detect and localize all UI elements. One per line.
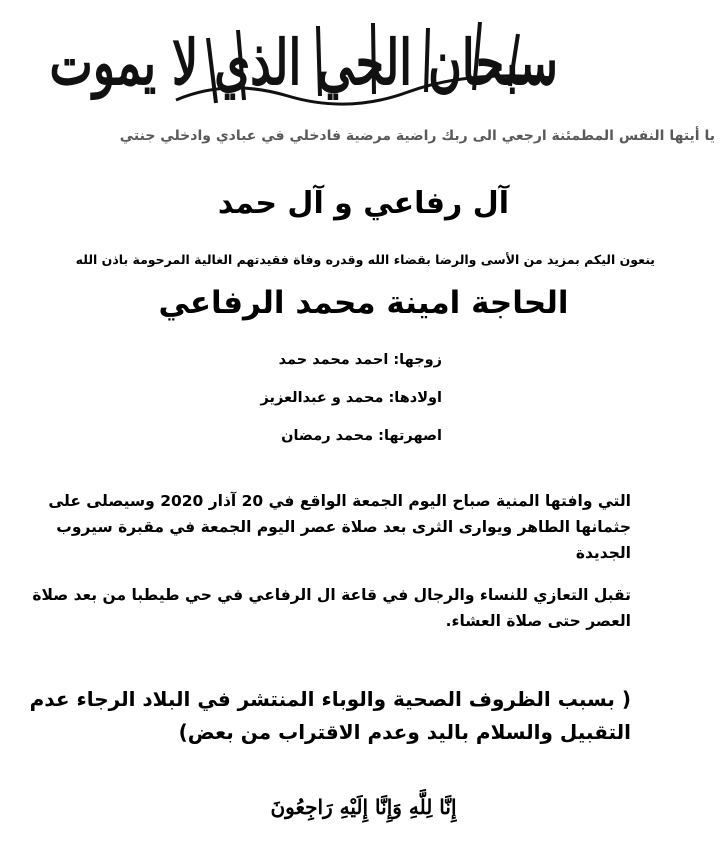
quran-verse: يا أيتها النفس المطمئنة ارجعي الى ربك راضية مرضية فادخلي في عبادي وادخلي جنتي	[119, 128, 715, 144]
relative-husband: زوجها: احمد محمد حمد	[278, 352, 442, 368]
death-details-paragraph: التي وافتها المنية صباح اليوم الجمعة الواقع في 20 آذار 2020 وسيصلى على جثمانها الطاهر ويوارى الثرى بعد صلاة عصر اليوم الجمعة في مقبرة سيروب الجديدة	[48, 492, 631, 562]
relatives-list	[142, 348, 442, 462]
relative-sons-in-law: اصهرتها: محمد رمضان	[281, 428, 442, 444]
calligraphy-text: سبحان الحي الذي لا يموت	[49, 26, 558, 99]
deceased-name: الحاجة امينة محمد الرفاعي	[158, 285, 569, 321]
condolences-paragraph: تقبل التعازي للنساء والرجال في قاعة ال الرفاعي في حي طيطبا من بعد صلاة العصر حتى صلاة العشاء.	[32, 586, 631, 630]
announcement-line: ينعون اليكم بمزيد من الأسى والرضا بقضاء الله وقدره وفاة فقيدتهم الغالية المرحومة باذن الله	[75, 252, 655, 267]
relative-sons: اولادها: محمد و عبدالعزيز	[260, 390, 442, 406]
calligraphy-header	[49, 8, 558, 113]
family-names: آل رفاعي و آل حمد	[217, 186, 510, 221]
health-notice: ( بسبب الظروف الصحية والوباء المنتشر في البلاد الرجاء عدم التقبيل والسلام باليد وعدم الاقتراب من بعض)	[29, 687, 631, 744]
closing-verse: إِنَّا لِلَّهِ وَإِنَّا إِلَيْهِ رَاجِعُونَ	[270, 795, 457, 819]
